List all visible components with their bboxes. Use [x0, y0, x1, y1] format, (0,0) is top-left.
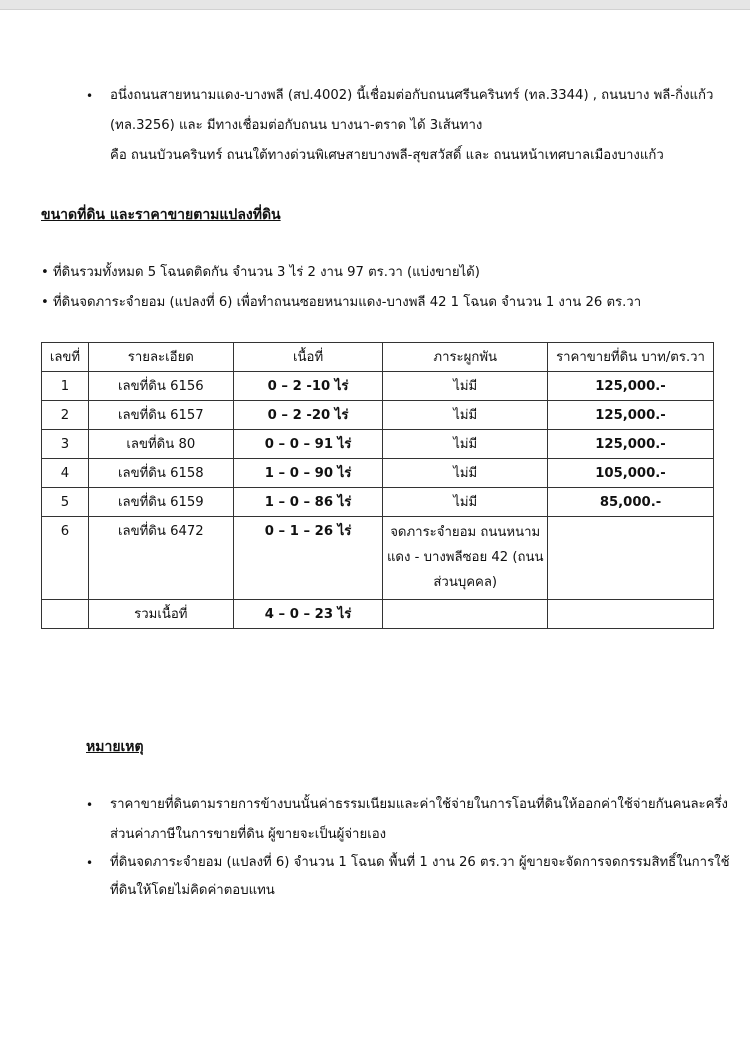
- cell-price: 125,000.-: [548, 401, 714, 430]
- bullet-icon: •: [86, 856, 94, 870]
- cell-no: 6: [42, 517, 89, 600]
- cell-area: 0 – 2 -20 ไร่: [233, 401, 383, 430]
- total-area: 4 – 0 – 23 ไร่: [233, 600, 383, 629]
- cell-no: 3: [42, 430, 89, 459]
- note-2-line-1: ที่ดินจดภาระจำยอม (แปลงที่ 6) จำนวน 1 โฉนด พื้นที่ 1 งาน 26 ตร.วา ผู้ขายจะจัดการจดกรรมสิทธิ์ในการใช้: [110, 855, 730, 870]
- cell-price: 85,000.-: [548, 488, 714, 517]
- cell-no: 1: [42, 372, 89, 401]
- section-heading: ขนาดที่ดิน และราคาขายตามแปลงที่ดิน: [41, 207, 281, 223]
- cell-no: [42, 600, 89, 629]
- cell-price: [548, 517, 714, 600]
- note-1-line-2: ส่วนค่าภาษีในการขายที่ดิน ผู้ขายจะเป็นผู้จ่ายเอง: [110, 827, 387, 842]
- cell-burden: ไม่มี: [383, 459, 548, 488]
- intro-line-1: อนึ่งถนนสายหนามแดง-บางพลี (สป.4002) นี้เชื่อมต่อกับถนนศรีนครินทร์ (ทล.3344) , ถนนบาง พลี-กิ่งแก้ว: [110, 88, 714, 103]
- bullet-icon: •: [86, 89, 94, 103]
- cell-price: 105,000.-: [548, 459, 714, 488]
- cell-detail: เลขที่ดิน 6472: [88, 517, 233, 600]
- cell-area: 0 – 2 -10 ไร่: [233, 372, 383, 401]
- cell-detail: เลขที่ดิน 6158: [88, 459, 233, 488]
- cell-detail: เลขที่ดิน 80: [88, 430, 233, 459]
- cell-no: 5: [42, 488, 89, 517]
- cell-burden: ไม่มี: [383, 401, 548, 430]
- table-row: [42, 488, 714, 517]
- land-price-table: [41, 342, 714, 629]
- bullet-icon: •: [86, 798, 94, 812]
- cell-area: 1 – 0 – 90 ไร่: [233, 459, 383, 488]
- cell-no: 4: [42, 459, 89, 488]
- cell-area: 0 – 1 – 26 ไร่: [233, 517, 383, 600]
- cell-burden: ไม่มี: [383, 372, 548, 401]
- header-no: เลขที่: [42, 343, 89, 372]
- table-row: [42, 459, 714, 488]
- cell-detail: เลขที่ดิน 6159: [88, 488, 233, 517]
- table-total-row: [42, 600, 714, 629]
- intro-line-2: (ทล.3256) และ มีทางเชื่อมต่อกับถนน บางนา-ตราด ได้ 3เส้นทาง: [110, 118, 483, 133]
- land-summary-1: • ที่ดินรวมทั้งหมด 5 โฉนดติดกัน จำนวน 3 ไร่ 2 งาน 97 ตร.วา (แบ่งขายได้): [41, 265, 480, 280]
- intro-line-3: คือ ถนนบัวนครินทร์ ถนนใต้ทางด่วนพิเศษสายบางพลี-สุขสวัสดิ์ และ ถนนหน้าเทศบาลเมืองบางแก้ว: [110, 148, 664, 163]
- cell-price: 125,000.-: [548, 372, 714, 401]
- cell-burden: จดภาระจำยอม ถนนหนามแดง - บางพลีซอย 42 (ถนนส่วนบุคคล): [383, 517, 548, 600]
- notes-heading: หมายเหตุ: [86, 739, 144, 755]
- table-row: [42, 372, 714, 401]
- table-row: [42, 401, 714, 430]
- cell-detail: เลขที่ดิน 6157: [88, 401, 233, 430]
- header-area: เนื้อที่: [233, 343, 383, 372]
- cell-detail: เลขที่ดิน 6156: [88, 372, 233, 401]
- table-row: [42, 430, 714, 459]
- header-price: ราคาขายที่ดิน บาท/ตร.วา: [548, 343, 714, 372]
- cell-burden: ไม่มี: [383, 430, 548, 459]
- table-header-row: [42, 343, 714, 372]
- land-summary-2: • ที่ดินจดภาระจำยอม (แปลงที่ 6) เพื่อทำถนนซอยหนามแดง-บางพลี 42 1 โฉนด จำนวน 1 งาน 26 ตร.วา: [41, 295, 642, 310]
- note-2-line-2: ที่ดินให้โดยไม่คิดค่าตอบแทน: [110, 883, 275, 898]
- cell-price: 125,000.-: [548, 430, 714, 459]
- total-label: รวมเนื้อที่: [88, 600, 233, 629]
- cell-burden: [383, 600, 548, 629]
- note-1-line-1: ราคาขายที่ดินตามรายการข้างบนนั้นค่าธรรมเนียมและค่าใช้จ่ายในการโอนที่ดินให้ออกค่าใช้จ่ายกันคนละครึ่ง: [110, 797, 728, 812]
- cell-area: 0 – 0 – 91 ไร่: [233, 430, 383, 459]
- cell-price: [548, 600, 714, 629]
- header-detail: รายละเอียด: [88, 343, 233, 372]
- cell-burden: ไม่มี: [383, 488, 548, 517]
- header-burden: ภาระผูกพัน: [383, 343, 548, 372]
- table-row: [42, 517, 714, 600]
- cell-area: 1 – 0 – 86 ไร่: [233, 488, 383, 517]
- cell-no: 2: [42, 401, 89, 430]
